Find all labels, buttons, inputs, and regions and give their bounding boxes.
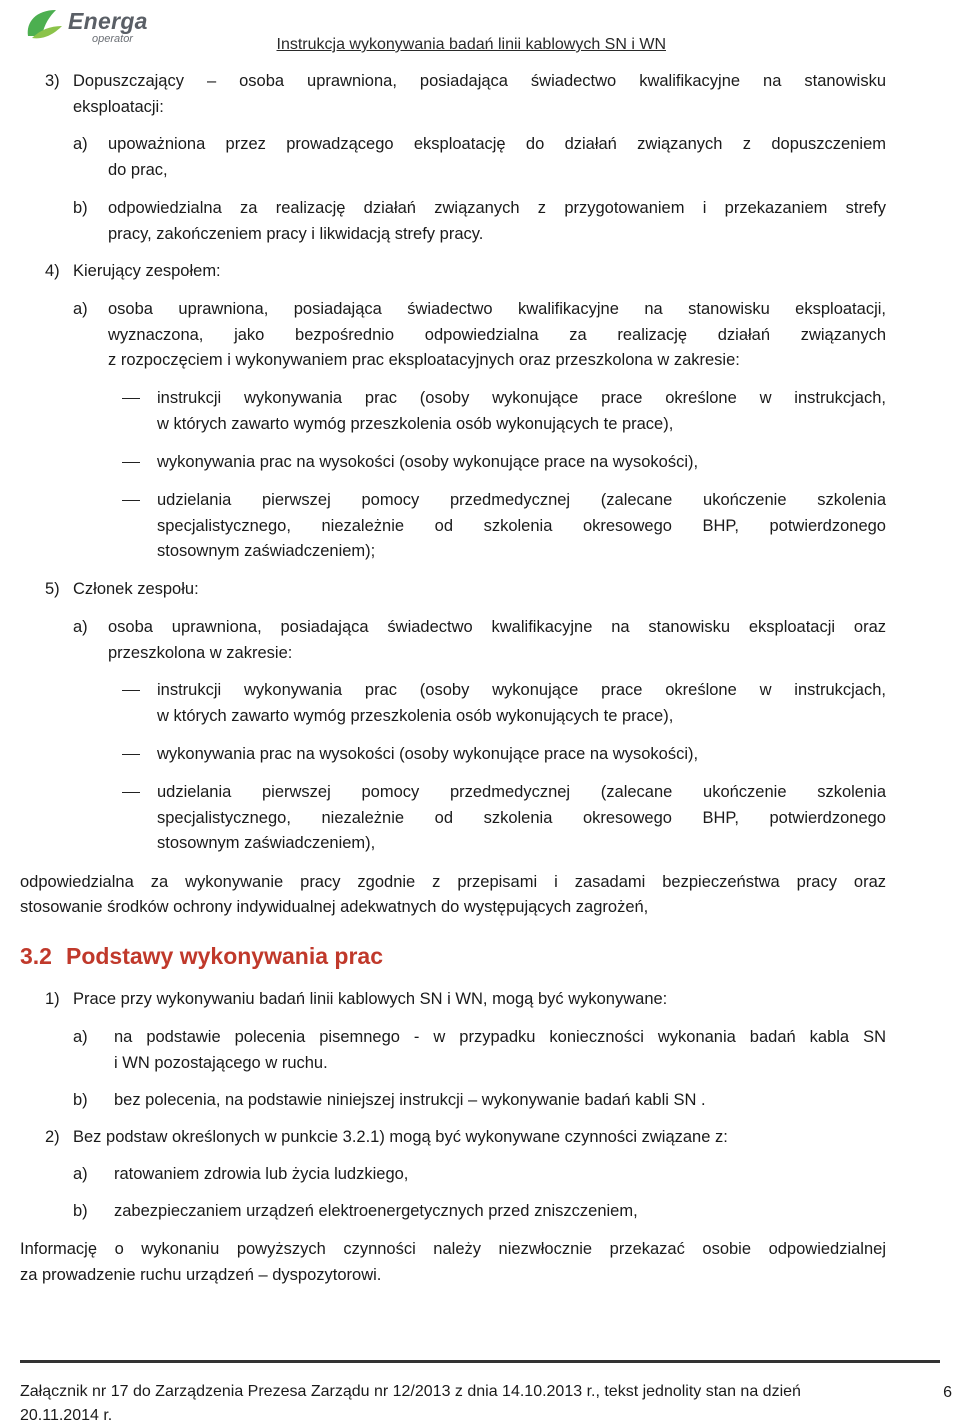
- item-5-dash-2-line-1: wykonywania prac na wysokości (osoby wykonujące prace na wysokości),: [157, 745, 699, 763]
- item-4-dash-3-line-1: udzielania pierwszej pomocy przedmedycznej (zalecane ukończenie szkolenia: [157, 491, 886, 509]
- section-item-1a-line-1: na podstawie polecenia pisemnego - w przypadku konieczności wykonania badań kabla SN: [114, 1028, 886, 1046]
- section-item-1-number: 1): [45, 990, 60, 1008]
- item-5-dash-3-line-3: stosownym zaświadczeniem),: [157, 834, 376, 852]
- item-4-dash-3-line-2: specjalistycznego, niezależnie od szkolenia okresowego BHP, potwierdzonego: [157, 517, 886, 535]
- closing-line-1: odpowiedzialna za wykonywanie pracy zgodnie z przepisami i zasadami bezpieczeństwa pracy oraz: [20, 873, 886, 891]
- energa-leaf-icon: [22, 6, 66, 46]
- item-3-line-2: eksploatacji:: [73, 98, 164, 116]
- section-title: Podstawy wykonywania prac: [65, 943, 383, 969]
- closing-line-2: stosowanie środków ochrony indywidualnej adekwatnych do występujących zagrożeń,: [20, 898, 649, 916]
- section-item-1b-line-1: bez polecenia, na podstawie niniejszej instrukcji – wykonywanie badań kabli SN .: [114, 1091, 706, 1109]
- section-item-2a-line-1: ratowaniem zdrowia lub życia ludzkiego,: [114, 1165, 409, 1183]
- page-number: 6: [943, 1384, 952, 1401]
- item-3a-label: a): [73, 135, 88, 153]
- footer-divider: [20, 1360, 940, 1363]
- item-4-number: 4): [45, 262, 60, 280]
- item-3-number: 3): [45, 72, 60, 90]
- item-4-dash-2-line-1: wykonywania prac na wysokości (osoby wykonujące prace na wysokości),: [157, 453, 699, 471]
- energa-logo: [22, 6, 162, 46]
- item-5-dash-3-line-2: specjalistycznego, niezależnie od szkolenia okresowego BHP, potwierdzonego: [157, 809, 886, 827]
- dash-bullet: [122, 792, 140, 793]
- item-3-line-1: Dopuszczający – osoba uprawniona, posiadająca świadectwo kwalifikacyjne na stanowisku: [73, 72, 886, 90]
- item-5-dash-1-line-1: instrukcji wykonywania prac (osoby wykonujące prace określone w instrukcjach,: [157, 681, 886, 699]
- item-3b-label: b): [73, 199, 88, 217]
- section-number: 3.2: [20, 943, 52, 969]
- item-4-dash-1-line-2: w których zawarto wymóg przeszkolenia osób wykonujących te prace),: [157, 415, 674, 433]
- item-4-dash-3-line-3: stosownym zaświadczeniem);: [157, 542, 376, 560]
- section-item-2b-label: b): [73, 1202, 88, 1220]
- item-5-dash-1-line-2: w których zawarto wymóg przeszkolenia osób wykonujących te prace),: [157, 707, 674, 725]
- item-5-dash-3-line-1: udzielania pierwszej pomocy przedmedycznej (zalecane ukończenie szkolenia: [157, 783, 886, 801]
- section-item-2-number: 2): [45, 1128, 60, 1146]
- section-item-2-text: Bez podstaw określonych w punkcie 3.2.1) mogą być wykonywane czynności związane z:: [73, 1128, 728, 1146]
- item-5-title: Członek zespołu:: [73, 580, 199, 598]
- section-item-2b-line-1: zabezpieczaniem urządzeń elektroenergetycznych przed zniszczeniem,: [114, 1202, 638, 1220]
- dash-bullet: [122, 690, 140, 691]
- section-item-1-text: Prace przy wykonywaniu badań linii kablowych SN i WN, mogą być wykonywane:: [73, 990, 668, 1008]
- section-item-1a-line-2: i WN pozostającego w ruchu.: [114, 1054, 328, 1072]
- header-title: Instrukcja wykonywania badań linii kablowych SN i WN: [276, 36, 666, 53]
- item-5a-line-1: osoba uprawniona, posiadająca świadectwo kwalifikacyjne na stanowisku eksploatacji oraz: [108, 618, 886, 636]
- logo-name: Energa: [68, 8, 148, 34]
- item-4a-line-3: z rozpoczęciem i wykonywaniem prac eksploatacyjnych oraz przeszkolona w zakresie:: [108, 351, 740, 369]
- section-item-1a-label: a): [73, 1028, 88, 1046]
- dash-bullet: [122, 754, 140, 755]
- logo-subtitle: operator: [92, 33, 133, 45]
- info-line-2: za prowadzenie ruchu urządzeń – dyspozytorowi.: [20, 1266, 382, 1284]
- section-heading: [20, 943, 383, 970]
- item-4a-line-1: osoba uprawniona, posiadająca świadectwo kwalifikacyjne na stanowisku eksploatacji,: [108, 300, 886, 318]
- dash-bullet: [122, 500, 140, 501]
- item-3b-line-1: odpowiedzialna za realizację działań związanych z przygotowaniem i przekazaniem strefy: [108, 199, 886, 217]
- dash-bullet: [122, 462, 140, 463]
- section-item-2a-label: a): [73, 1165, 88, 1183]
- item-4a-label: a): [73, 300, 88, 318]
- section-item-1b-label: b): [73, 1091, 88, 1109]
- item-3a-line-1: upoważniona przez prowadzącego eksploatację do działań związanych z dopuszczeniem: [108, 135, 886, 153]
- item-4-dash-1-line-1: instrukcji wykonywania prac (osoby wykonujące prace określone w instrukcjach,: [157, 389, 886, 407]
- footer-text: Załącznik nr 17 do Zarządzenia Prezesa Zarządu nr 12/2013 z dnia 14.10.2013 r., tekst jednolity stan na dzień 20.11.2014 r.: [20, 1383, 801, 1424]
- dash-bullet: [122, 398, 140, 399]
- item-3a-line-2: do prac,: [108, 161, 168, 179]
- item-4a-line-2: wyznaczona, jako bezpośrednio odpowiedzialna za realizację działań związanych: [108, 326, 886, 344]
- item-5-number: 5): [45, 580, 60, 598]
- item-5a-label: a): [73, 618, 88, 636]
- item-4-title: Kierujący zespołem:: [73, 262, 221, 280]
- item-5a-line-2: przeszkolona w zakresie:: [108, 644, 293, 662]
- info-line-1: Informację o wykonaniu powyższych czynności należy niezwłocznie przekazać osobie odpowiedzialnej: [20, 1240, 886, 1258]
- item-3b-line-2: pracy, zakończeniem pracy i likwidacją strefy pracy.: [108, 225, 484, 243]
